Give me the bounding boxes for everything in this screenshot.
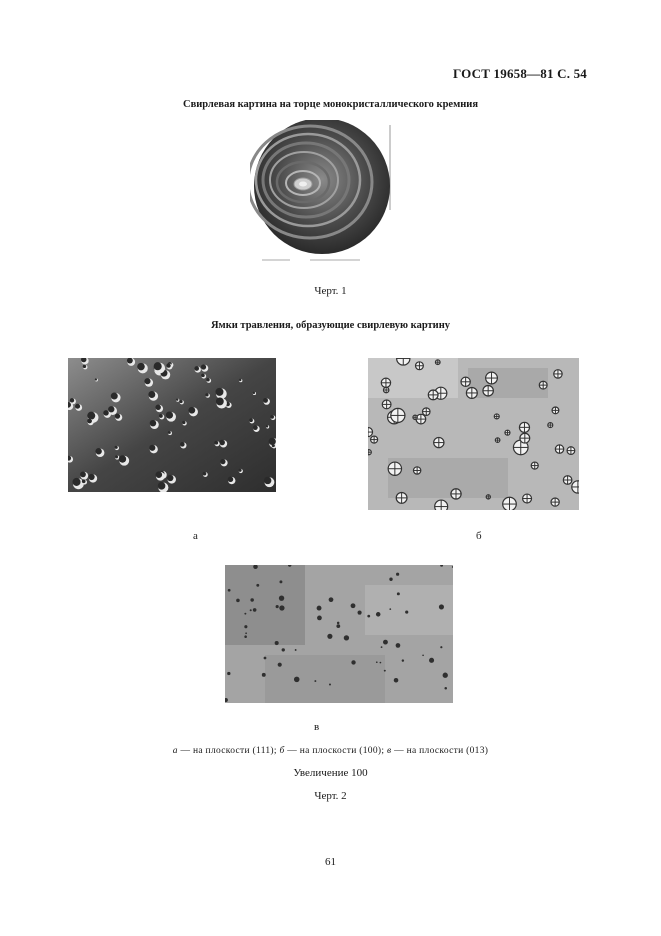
etch-pit-shadow	[115, 414, 120, 419]
swirl-wafer-image	[250, 120, 400, 265]
etch-pit-shadow	[216, 398, 224, 406]
etch-pit-shadow	[155, 405, 160, 410]
etch-pit-shadow	[253, 425, 258, 430]
etch-pit-shadow	[266, 425, 268, 427]
etch-pit-shadow	[239, 379, 241, 381]
etch-pit-shadow	[115, 455, 118, 458]
etch-pit-shadow	[87, 412, 95, 420]
etch-pit-shadow	[203, 472, 207, 476]
etch-pit	[250, 609, 252, 611]
etch-pit	[389, 608, 391, 610]
etch-pit-shadow	[194, 366, 199, 371]
etch-pit	[329, 683, 331, 685]
etch-pit-shadow	[159, 414, 163, 418]
etch-pit-shadow	[239, 469, 242, 472]
etch-pit	[256, 584, 259, 587]
etch-pit-shadow	[119, 455, 126, 462]
legend-a-letter: а	[172, 746, 178, 756]
etch-pit	[262, 673, 266, 677]
etch-pit-shadow	[264, 477, 271, 484]
etch-pit	[264, 657, 267, 660]
etch-pit	[394, 678, 399, 683]
etch-pit-shadow	[201, 364, 206, 369]
etch-pits-image-b	[368, 358, 579, 510]
etch-pit	[275, 641, 279, 645]
etch-pit	[396, 643, 401, 648]
etch-pit-shadow	[188, 407, 195, 414]
etch-pit-shadow	[168, 431, 171, 434]
figure1-title: Свирлевая картина на торце монокристаллического кремния	[182, 99, 479, 110]
etch-pits-image-v	[225, 565, 453, 703]
etch-pit	[250, 598, 253, 601]
etch-pit	[279, 595, 284, 600]
etch-pit	[439, 604, 444, 609]
etch-pit-shadow	[269, 438, 276, 445]
etch-pit	[380, 662, 382, 664]
etch-pit-shadow	[108, 406, 114, 412]
etch-pit-shadow	[219, 440, 225, 446]
etch-pit-shadow	[83, 365, 86, 368]
etch-pit-shadow	[263, 398, 268, 403]
etch-pit-shadow	[166, 363, 170, 367]
figure1-caption: Черт. 1	[314, 285, 347, 297]
etch-pit-shadow	[70, 398, 74, 402]
etch-pit-shadow	[154, 362, 162, 370]
etch-pits-image-a	[68, 358, 276, 492]
etch-pit	[381, 646, 383, 648]
etch-pit	[244, 625, 247, 628]
etch-pit	[294, 677, 300, 683]
etch-pit-shadow	[156, 471, 163, 478]
etch-pit	[383, 640, 388, 645]
etch-pit	[228, 589, 231, 592]
etch-pit	[317, 606, 322, 611]
figure2-title: Ямки травления, образующие свирлевую картину	[210, 320, 451, 331]
etch-pit	[429, 658, 434, 663]
etch-pit	[245, 632, 247, 634]
legend-v-letter: в	[387, 746, 392, 756]
etch-pit	[276, 605, 279, 608]
page-number: 61	[325, 856, 336, 868]
etch-pit	[396, 573, 399, 576]
etch-pit-shadow	[205, 393, 208, 396]
etch-pit-shadow	[144, 378, 150, 384]
etch-pit-shadow	[220, 459, 225, 464]
etch-pit	[440, 646, 442, 648]
etch-pit-shadow	[111, 393, 118, 400]
etch-pit-shadow	[182, 421, 185, 424]
etch-pit	[253, 608, 257, 612]
etch-pit-shadow	[228, 477, 234, 483]
etch-pit-shadow	[72, 478, 80, 486]
etch-pit-shadow	[180, 442, 185, 447]
figure2-caption: Черт. 2	[314, 790, 347, 802]
etch-pit-shadow	[82, 479, 86, 483]
figure2-label-v: в	[314, 721, 320, 733]
legend-a-text: — на плоскости (111);	[177, 746, 280, 756]
etch-pit	[227, 672, 230, 675]
etch-pit-shadow	[115, 446, 118, 449]
etch-pit-shadow	[249, 418, 253, 422]
etch-pit	[236, 599, 240, 603]
etch-pit-shadow	[272, 444, 275, 447]
etch-pit	[327, 634, 332, 639]
figure2-label-a: а	[193, 530, 198, 542]
etch-pit-shadow	[149, 445, 155, 451]
legend-b-letter: б	[279, 746, 285, 756]
etch-pit	[351, 603, 356, 608]
legend-b-text: — на плоскости (100);	[284, 746, 387, 756]
figure2-label-b: б	[476, 530, 482, 542]
etch-pit	[279, 580, 282, 583]
etch-pit-shadow	[166, 411, 173, 418]
etch-pit	[279, 605, 284, 610]
etch-pit-shadow	[137, 363, 145, 371]
etch-pit-shadow	[215, 388, 223, 396]
etch-pit-shadow	[150, 420, 156, 426]
etch-pit	[278, 663, 282, 667]
etch-pit-shadow	[75, 404, 80, 409]
etch-pit-shadow	[148, 391, 155, 398]
magnification-note: Увеличение 100	[293, 767, 368, 779]
etch-pit	[317, 616, 322, 621]
etch-pit-shadow	[158, 482, 166, 490]
etch-pit	[295, 649, 297, 651]
etch-pit-shadow	[103, 410, 109, 416]
etch-pit	[336, 624, 340, 628]
etch-pit	[358, 611, 362, 615]
etch-pit-shadow	[253, 392, 255, 394]
etch-pit	[367, 615, 370, 618]
document-header: ГОСТ 19658—81 С. 54	[453, 66, 587, 81]
etch-pit	[389, 578, 392, 581]
etch-pit	[244, 613, 246, 615]
etch-pit	[405, 611, 408, 614]
etch-pit-shadow	[176, 398, 178, 400]
etch-pit-shadow	[95, 378, 97, 380]
etch-pit	[397, 592, 400, 595]
etch-pit	[444, 687, 447, 690]
etch-pit	[282, 648, 285, 651]
etch-pit	[244, 635, 247, 638]
etch-pit-shadow	[167, 475, 173, 481]
etch-pit	[376, 612, 381, 617]
etch-pit	[344, 635, 349, 640]
etch-pit-shadow	[87, 419, 92, 424]
etch-pit	[384, 670, 386, 672]
etch-pit-shadow	[206, 378, 209, 381]
etch-pit-shadow	[95, 448, 101, 454]
etch-pit	[376, 661, 378, 663]
etch-pit-shadow	[201, 374, 205, 378]
figure2-legend	[0, 746, 661, 756]
legend-v-text: — на плоскости (013)	[391, 746, 489, 756]
etch-pit-shadow	[179, 400, 182, 403]
etch-pit	[337, 622, 339, 624]
etch-pit-shadow	[214, 441, 218, 445]
etch-pit	[314, 680, 316, 682]
etch-pit-shadow	[270, 415, 274, 419]
etch-pit-shadow	[80, 472, 86, 478]
etch-pit	[402, 659, 404, 661]
etch-pit	[329, 597, 334, 602]
etch-pit	[422, 654, 424, 656]
etch-pit	[351, 660, 355, 664]
etch-pit-shadow	[88, 474, 94, 480]
etch-pit	[443, 673, 448, 678]
